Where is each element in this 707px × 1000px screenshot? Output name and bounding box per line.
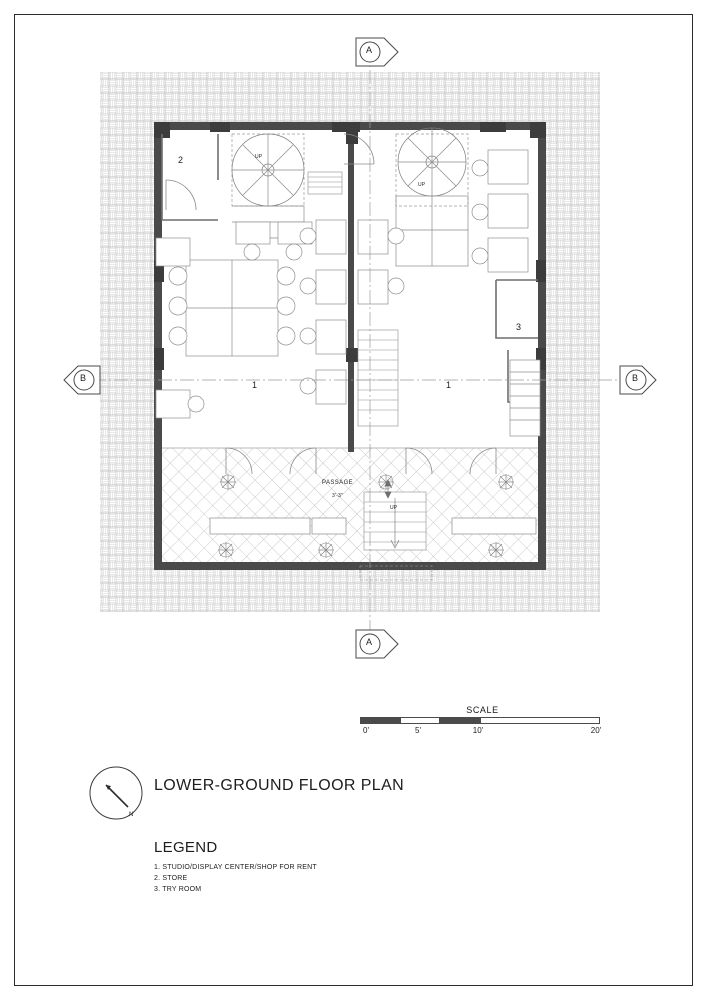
passage-width-label: 3'-3" bbox=[332, 493, 343, 499]
legend-item: 1. STUDIO/DISPLAY CENTER/SHOP FOR RENT bbox=[154, 864, 317, 871]
grid-label-a-bottom: A bbox=[366, 637, 373, 647]
passage-label: PASSAGE bbox=[322, 480, 354, 486]
scale-ticks bbox=[360, 726, 600, 738]
page-title: LOWER-GROUND FLOOR PLAN bbox=[154, 777, 405, 794]
stair-up-label-right: UP bbox=[418, 182, 426, 188]
scale-tick-0: 0' bbox=[363, 726, 369, 735]
scale-title: SCALE bbox=[466, 705, 499, 715]
floor-plan-drawing bbox=[60, 30, 660, 670]
room-number-3: 3 bbox=[516, 322, 522, 332]
north-arrow-icon bbox=[88, 765, 144, 821]
scale-tick-20: 20' bbox=[590, 726, 602, 735]
grid-label-a-top: A bbox=[366, 45, 373, 55]
scale-bar bbox=[360, 717, 600, 724]
legend-title: LEGEND bbox=[154, 839, 218, 856]
scale-tick-10: 10' bbox=[472, 726, 484, 735]
legend bbox=[154, 839, 317, 895]
grid-label-b-left: B bbox=[80, 373, 87, 383]
room-number-1-right: 1 bbox=[446, 380, 452, 390]
scale-tick-5: 5' bbox=[415, 726, 421, 735]
svg-text:N: N bbox=[129, 812, 134, 818]
scale-bar-block bbox=[360, 705, 605, 738]
legend-item: 2. STORE bbox=[154, 875, 188, 882]
plan-linework bbox=[60, 30, 660, 670]
stair-up-label-left: UP bbox=[255, 154, 263, 160]
stair-up-label-court: UP bbox=[390, 505, 398, 511]
room-number-2: 2 bbox=[178, 155, 184, 165]
grid-label-b-right: B bbox=[632, 373, 639, 383]
room-number-1-left: 1 bbox=[252, 380, 258, 390]
legend-item: 3. TRY ROOM bbox=[154, 886, 202, 893]
